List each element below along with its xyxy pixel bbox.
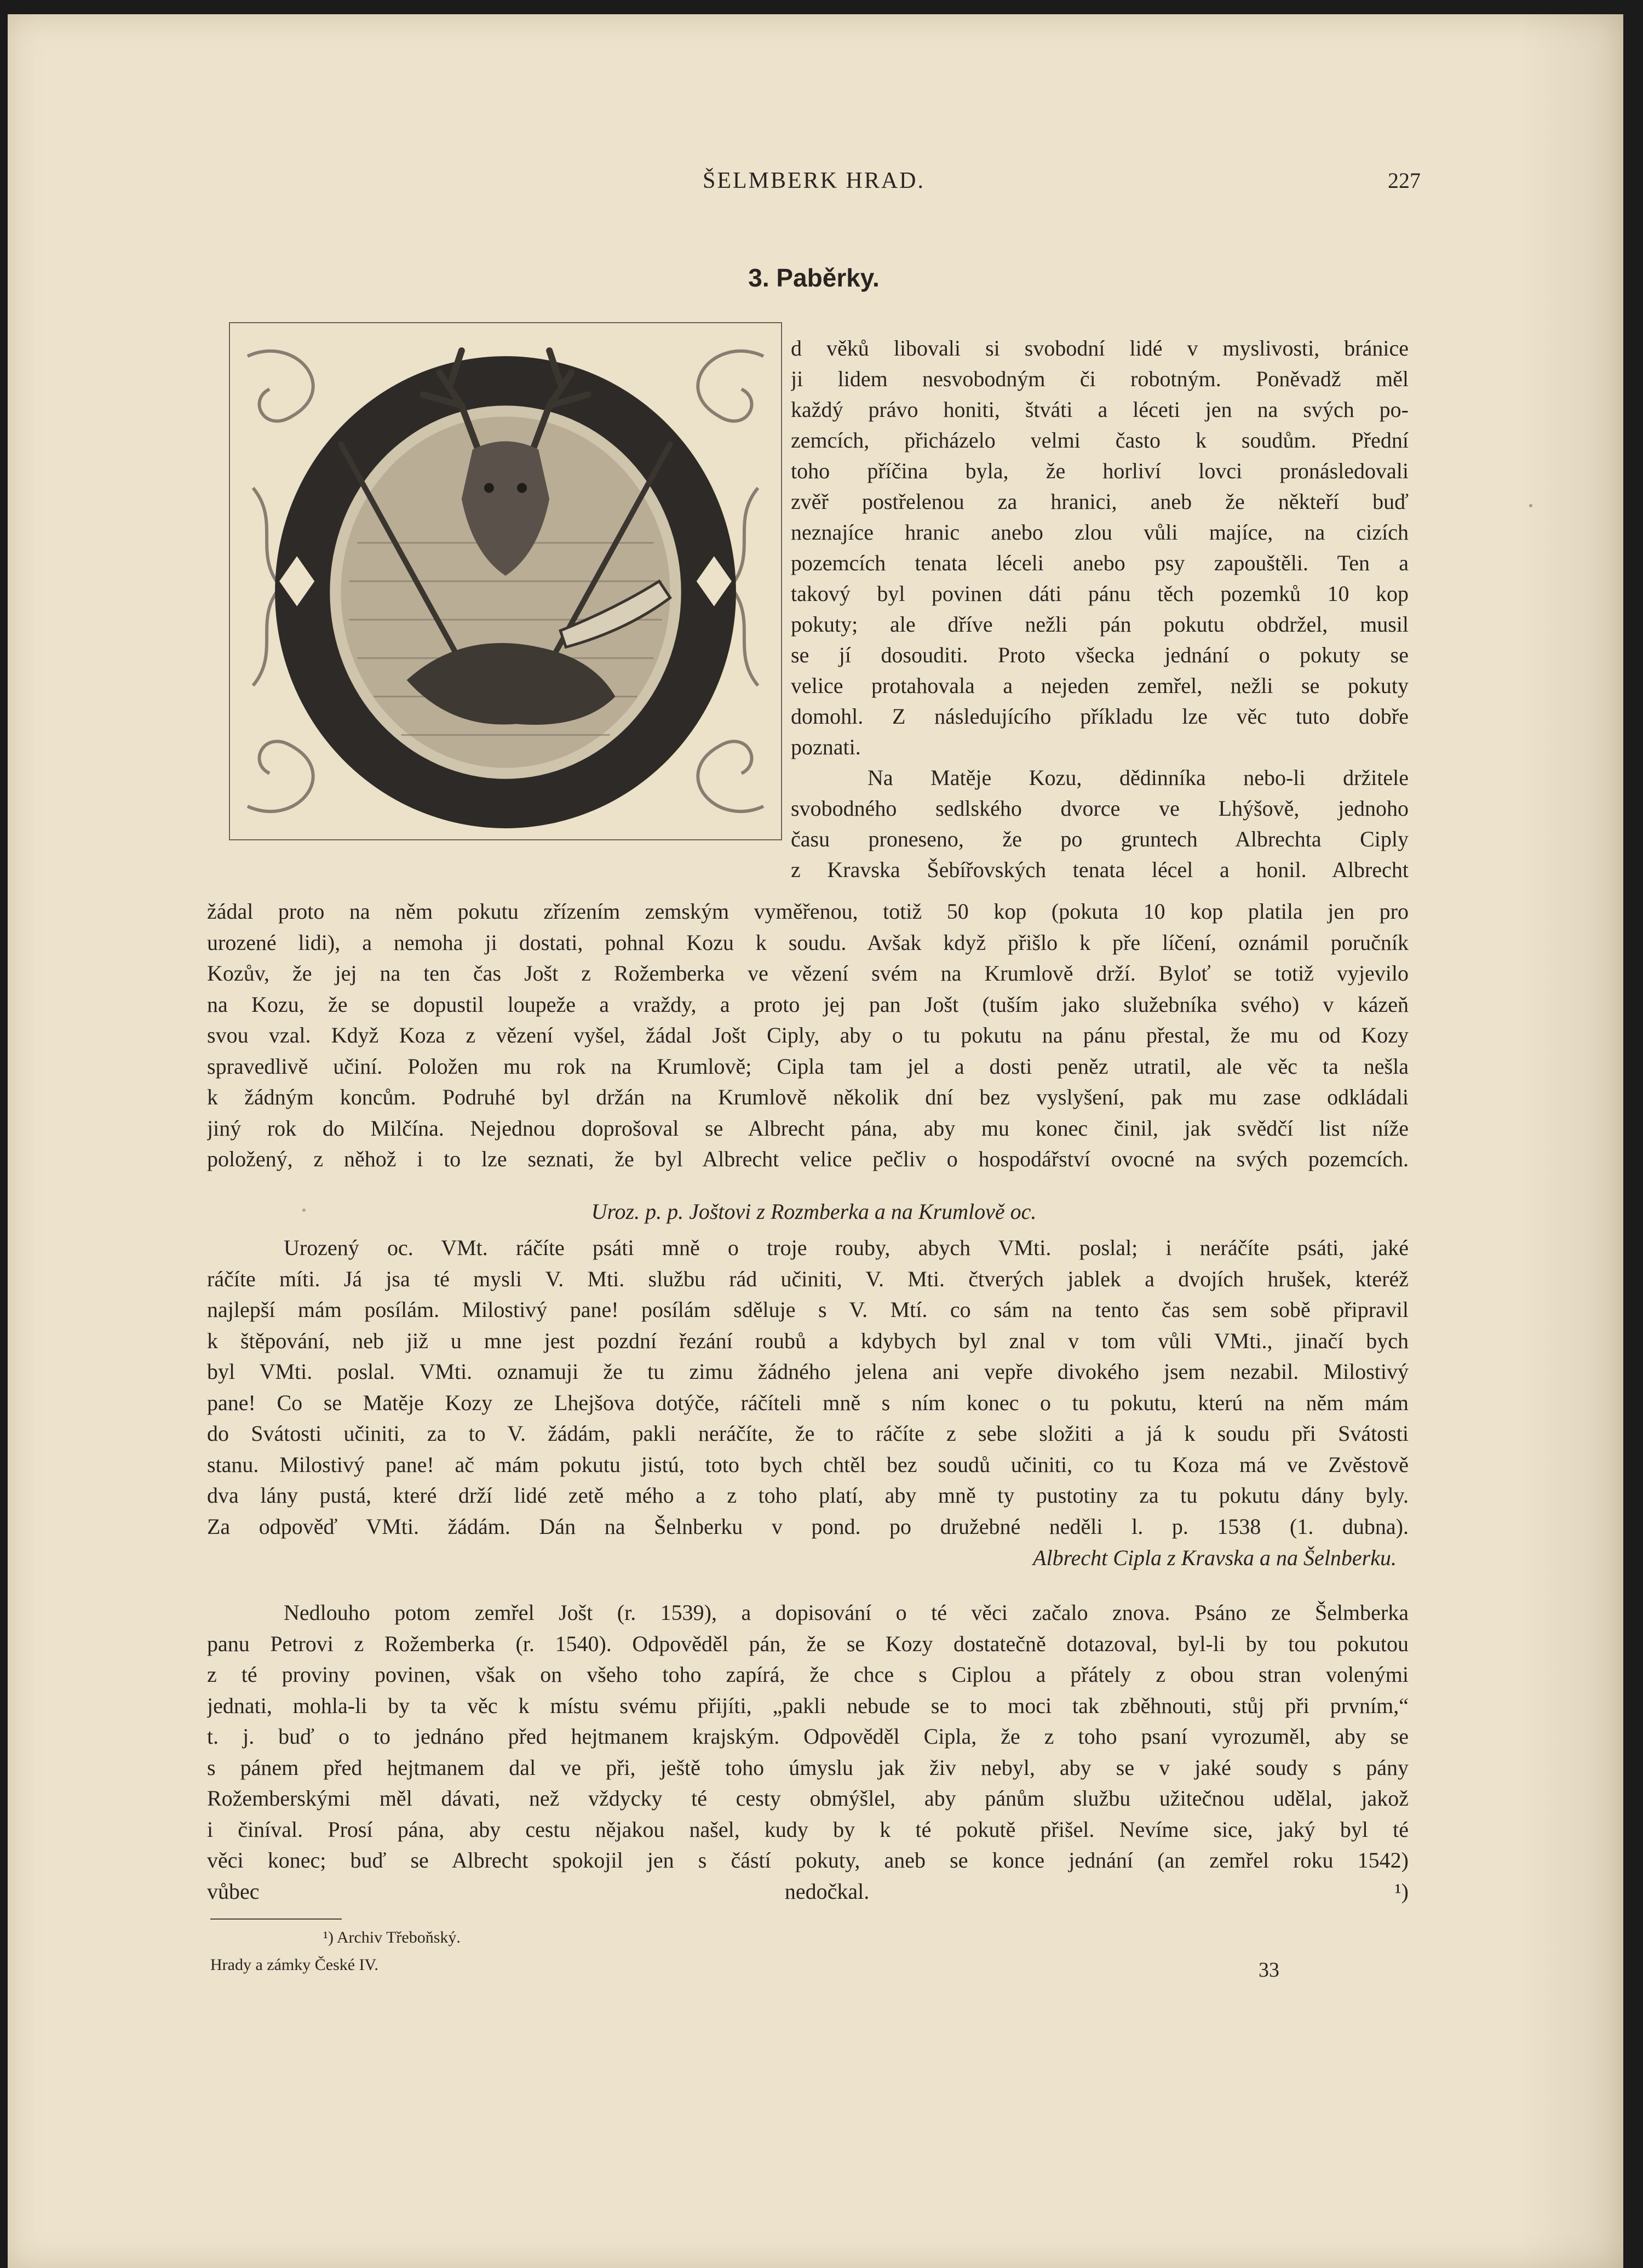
text-line: ráčíte míti. Já jsa té mysli V. Mti. službu rád učiniti, V. Mti. čtverých jablek a dvojích hrušek, kteréž [207,1266,1409,1291]
text-line: Za odpověď VMti. žádám. Dán na Šelnberku v pond. po družebné neděli l. p. 1538 (1. dubna). [207,1514,1409,1539]
text-line: k štěpování, neb již u mne jest pozdní řezání roubů a kdybych byl znal v tom vůli VMti., jinačí bych [207,1328,1409,1353]
text-line: ji lidem nesvobodným či robotným. Poněvadž měl [791,366,1409,391]
text-line: najlepší mám posílám. Milostivý pane! posílám sděluje s V. Mtí. co sám na tento čas sem sobě připravil [207,1297,1409,1322]
letter-body [207,1233,1409,1542]
letter-signature: Albrecht Cipla z Kravska a na Šelnberku. [1033,1545,1397,1570]
text-line: vůbec nedočkal. ¹) [207,1878,1409,1904]
text-line: s pánem před hejtmanem dal ve při, ještě toho úmyslu jak živ nebyl, aby se v jaké soudy s pány [207,1755,1409,1780]
text-line: žádal proto na něm pokutu zřízením zemským vyměřenou, totiž 50 kop (pokuta 10 kop platila jen pro [207,899,1409,924]
text-line: velice protahovala a nejeden zemřel, nežli se pokuty [791,673,1409,698]
text-line: zemcích, přicházelo velmi často k soudům. Přední [791,428,1409,453]
sheet-number: 33 [1259,1958,1279,1981]
text-line: k žádným koncům. Podruhé byl držán na Krumlově několik dní bez vyslyšení, pak mu zase odkládali [207,1085,1409,1109]
page-edge-shadow [1519,14,1623,2268]
text-line: Kozův, že jej na ten čas Jošt z Rožemberka ve vězení svém na Krumlově drží. Byloť se totiž vyjevilo [207,961,1409,986]
text-line: každý právo honiti, štváti a léceti jen na svých po- [791,397,1409,422]
text-line: zvěř postřelenou za hranici, aneb že někteří buď [791,489,1409,514]
text-line: času proneseno, že po gruntech Albrechta Ciply [791,827,1409,851]
text-line: jednati, mohla-li by ta věc k místu svému přijíti, „pakli nebude se to moci tak zběhnouti, stůj při prvním,“ [207,1693,1409,1718]
text-line: i činíval. Prosí pána, aby cestu nějakou našel, kudy by k té pokutě přišel. Nevíme sice, jaký byl té [207,1817,1409,1842]
running-head [207,168,1421,201]
text-line: Rožemberskými měl dávati, než vždycky té cesty obmýšlel, aby pánům službu užitečnou udělal, jakož [207,1786,1409,1811]
body-paragraph [207,896,1409,1175]
text-line: Nedlouho potom zemřel Jošt (r. 1539), a dopisování o té věci začalo znova. Psáno ze Šelmberka [284,1600,1409,1625]
text-line: stanu. Milostivý pane! ač mám pokutu jistú, toto bych chtěl bez soudů učiniti, co tu Koza má ve Zvěstově [207,1452,1409,1477]
text-line: d věků libovali si svobodní lidé v myslivosti, bránice [791,336,1409,360]
decorated-initial-icon [229,322,782,840]
text-line: pane! Co se Matěje Kozy ze Lhejšova dotýče, ráčíteli mně s ním konec o tu pokutu, kterú na něm mám [207,1390,1409,1415]
text-line: neznajíce hranic anebo zlou vůli majíce, na cizích [791,520,1409,545]
text-line: jiný rok do Milčína. Nejednou doprošoval se Albrecht pána, aby mu konec činil, jak svědčí list níže [207,1115,1409,1141]
printer-signature: Hrady a zámky České IV. [210,1956,378,1974]
text-line: svou vzal. Když Koza z vězení vyšel, žádal Jošt Ciply, aby o tu pokutu na pánu přestal, že mu od Kozy [207,1023,1409,1047]
text-line: z té proviny povinen, však on všeho toho zapírá, že chce s Ciplou a přátely z obou stran volenými [207,1662,1409,1687]
text-line: poznati. [791,735,861,759]
text-line: Urozený oc. VMt. ráčíte psáti mně o troje rouby, abych VMti. poslal; i neráčíte psáti, jaké [284,1235,1409,1260]
text-line: se jí dosouditi. Proto všecka jednání o pokuty se [791,643,1409,667]
text-line: z Kravska Šebířovských tenata lécel a honil. Albrecht [791,857,1409,882]
text-line: do Svátosti učiniti, za to V. žádám, pakli neráčíte, že to ráčíte z sebe složiti a já k soudu při Svátosti [207,1421,1409,1446]
text-line: toho příčina byla, že horliví lovci pronásledovali [791,459,1409,483]
letter-address: Uroz. p. p. Joštovi z Rozmberka a na Krumlově oc. [591,1199,1037,1224]
text-line: položený, z něhož i to lze seznati, že byl Albrecht velice pečliv o hospodářství ovocné na svých pozemcích. [207,1147,1409,1171]
running-title: ŠELMBERK HRAD. [702,168,926,193]
closing-paragraph [207,1597,1409,1907]
footnote: ¹) Archiv Třeboňský. [323,1928,461,1946]
text-line: t. j. buď o to jednáno před hejtmanem krajským. Odpověděl Cipla, že z toho psaní vyrozuměl, aby se [207,1724,1409,1749]
wrapped-paragraph [791,333,1409,885]
page-number: 227 [1388,168,1421,193]
text-line: pozemcích tenata léceli anebo psy zapouštěli. Ten a [791,551,1409,575]
text-line: byl VMti. poslal. VMti. oznamuji že tu zimu žádného jelena ani vepře divokého jsem nezabil. Milostivý [207,1359,1409,1384]
text-line: domohl. Z následujícího příkladu lze věc tuto dobře [791,704,1409,729]
text-line: dva lány pustá, které drží lidé zetě mého a z toho platí, aby mně ty pustotiny za tu pokutu dány byly. [207,1483,1409,1508]
text-line: na Kozu, že se dopustil loupeže a vraždy, a proto jej pan Jošt (tuším jako služebníka svého) v kázeň [207,992,1409,1017]
paper-speck [1529,504,1532,507]
section-title: 3. Paběrky. [748,264,880,292]
text-line: věci konec; buď se Albrecht spokojil jen s částí pokuty, aneb se konce jednání (an zemřel roku 1542) [207,1848,1409,1872]
text-line: panu Petrovi z Rožemberka (r. 1540). Odpověděl pán, že se Kozy dostatečně dotazoval, byl-li by tou pokutou [207,1631,1409,1656]
text-line: Na Matěje Kozu, dědinníka nebo-li držitele [868,765,1409,790]
text-line: urozené lidi), a nemoha ji dostati, pohnal Kozu k soudu. Avšak když přišlo k pře líčení, oznámil poručník [207,930,1409,955]
text-line: svobodného sedlského dvorce ve Lhýšově, jednoho [791,796,1409,821]
text-line: spravedlivě učiní. Položen mu rok na Krumlově; Cipla tam jel a dosti peněz utratil, ale věc ta nešla [207,1053,1409,1079]
text-line: pokuty; ale dříve nežli pán pokutu obdržel, musil [791,612,1409,637]
footnote-rule [210,1918,342,1920]
text-line: takový byl povinen dáti pánu těch pozemků 10 kop [791,581,1409,606]
